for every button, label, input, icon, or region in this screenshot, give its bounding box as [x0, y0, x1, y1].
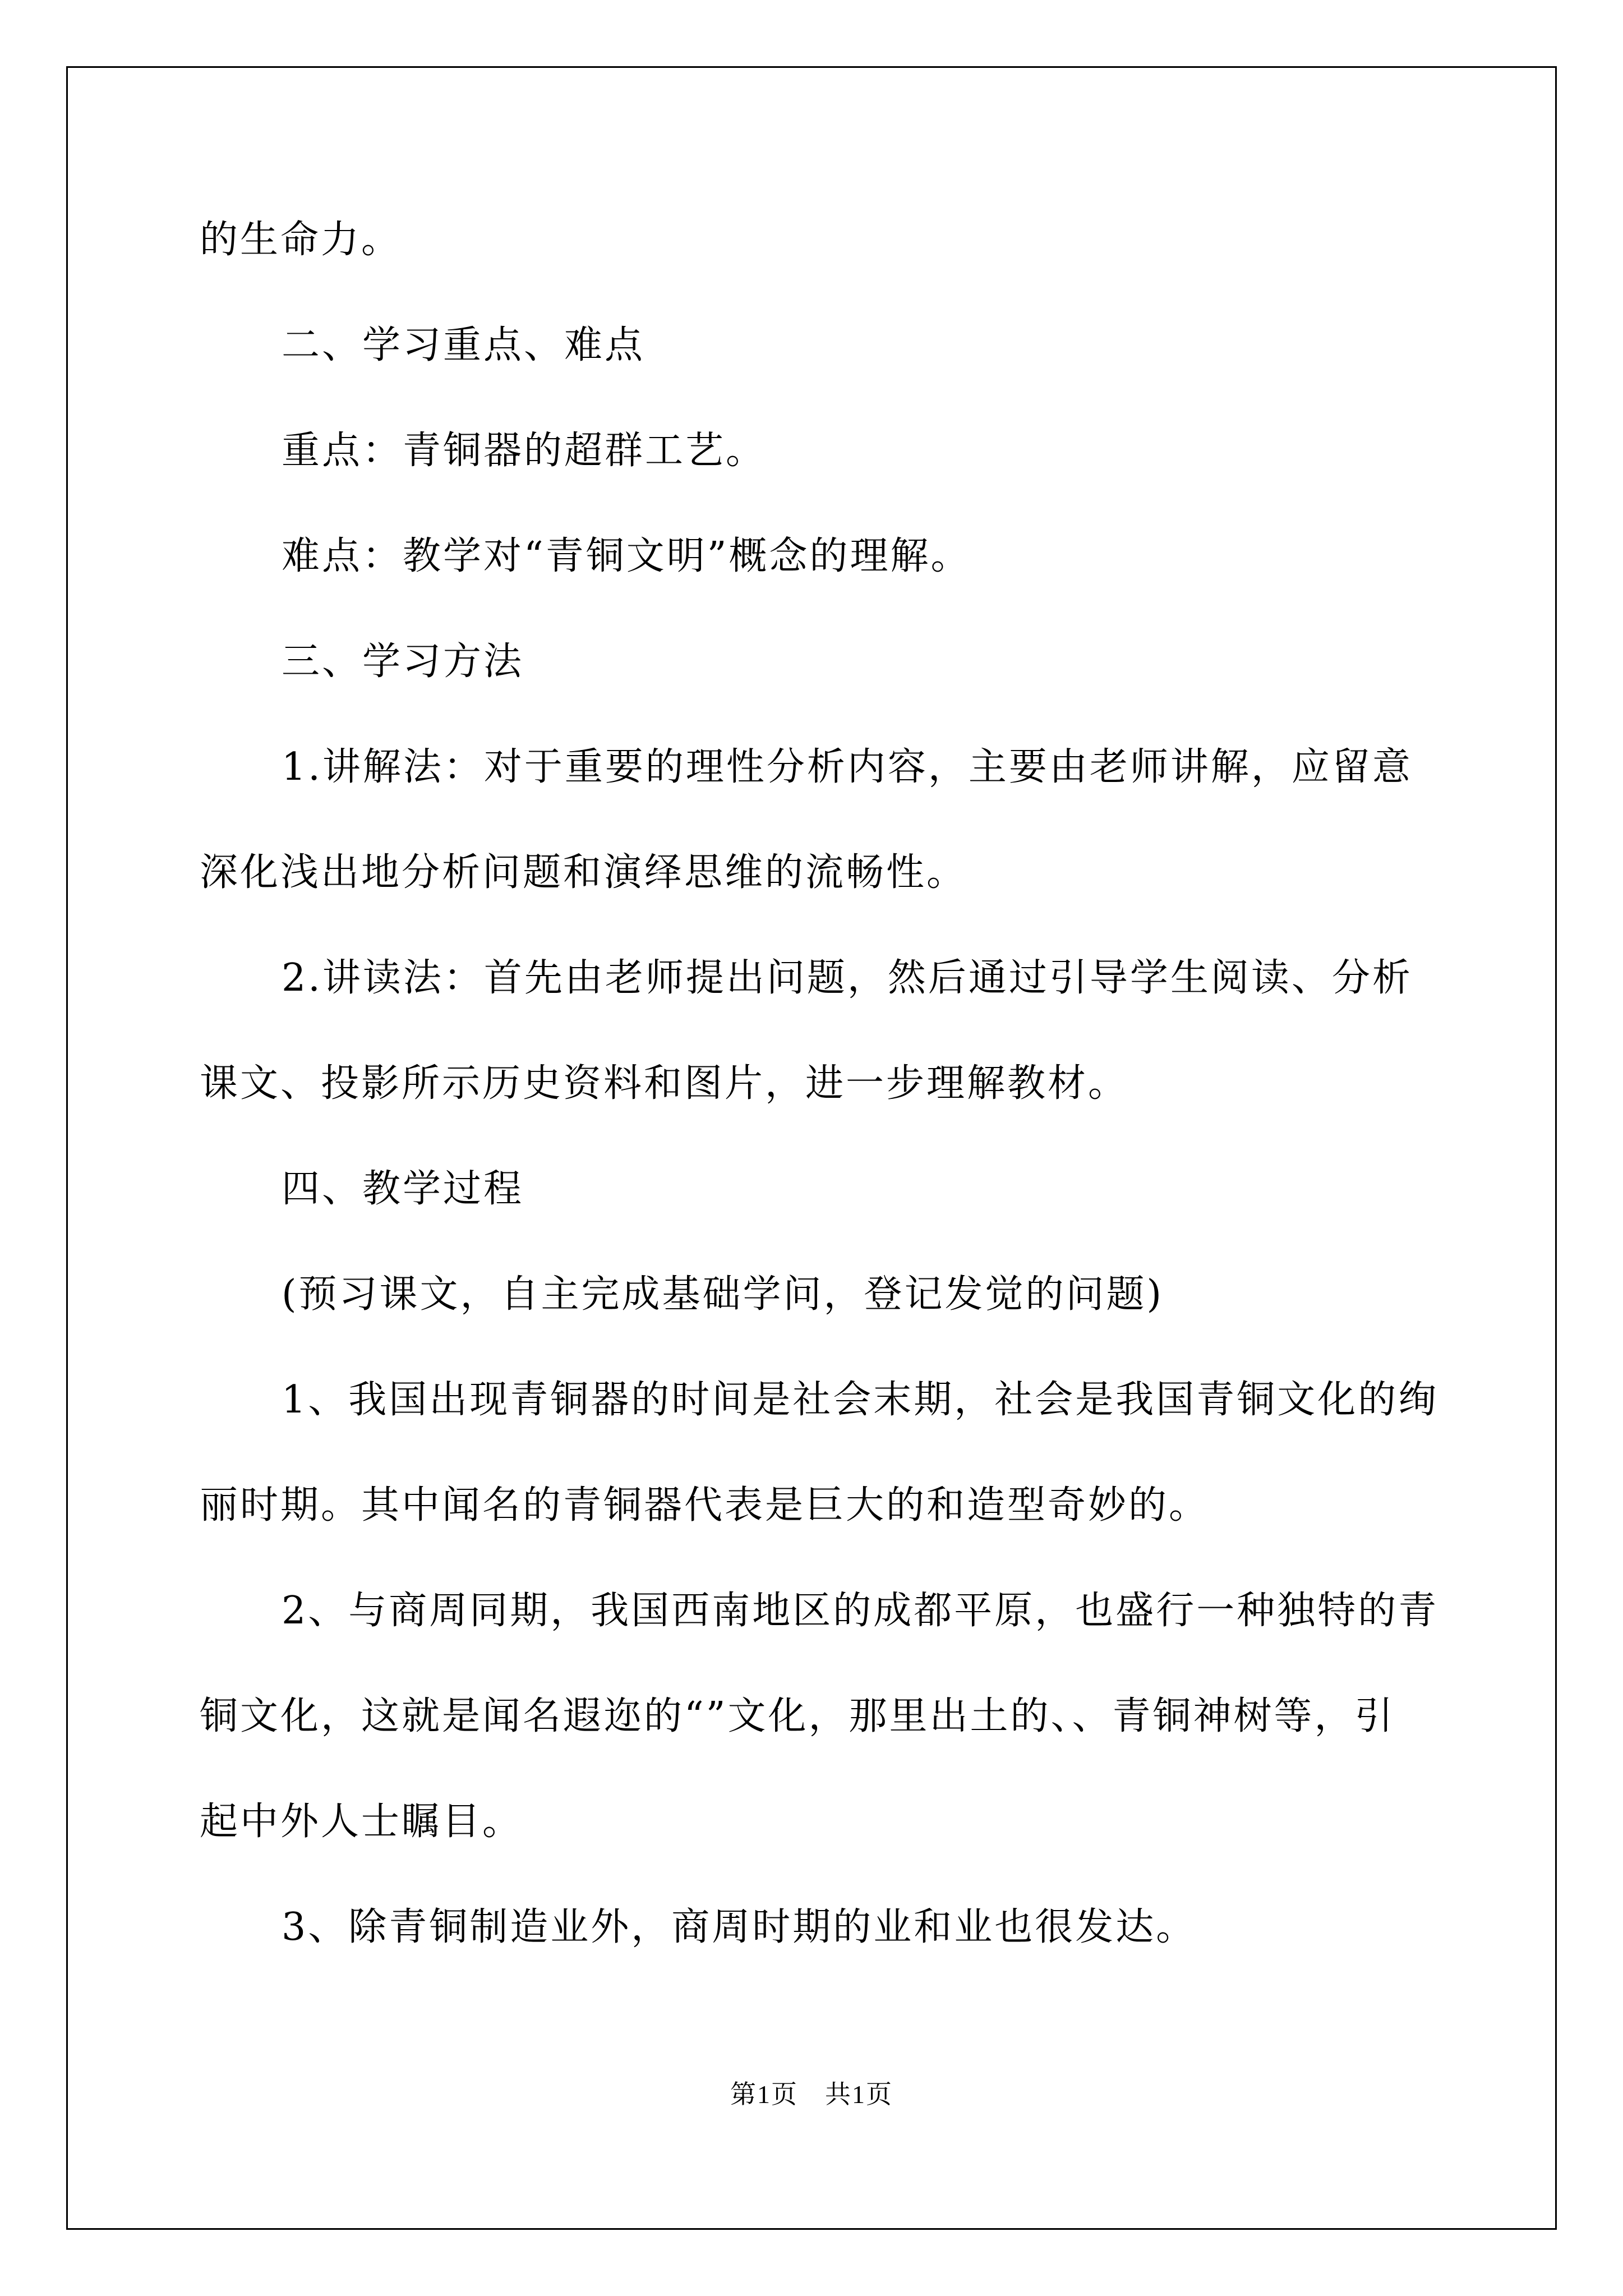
- question-1-cont: 丽时期。其中闻名的青铜器代表是巨大的和造型奇妙的。: [200, 1483, 1210, 1527]
- paragraph-preview-note: (预习课文，自主完成基础学问，登记发觉的问题): [282, 1272, 1164, 1317]
- question-2: 2、与商周同期，我国西南地区的成都平原，也盛行一种独特的青: [282, 1589, 1439, 1633]
- heading-learning-methods: 三、学习方法: [282, 639, 524, 684]
- paragraph-reading-method-cont: 课文、投影所示历史资料和图片，进一步理解教材。: [200, 1061, 1129, 1106]
- paragraph-lecture-method: 1.讲解法：对于重要的理性分析内容，主要由老师讲解，应留意: [282, 745, 1413, 789]
- question-1: 1、我国出现青铜器的时间是社会末期，社会是我国青铜文化的绚: [282, 1378, 1439, 1422]
- heading-teaching-process: 四、教学过程: [282, 1167, 524, 1211]
- question-2-cont: 铜文化，这就是闻名遐迩的“”文化，那里出土的、、青铜神树等，引: [200, 1694, 1395, 1738]
- document-body: [200, 213, 1439, 1954]
- paragraph-intro-end: 的生命力。: [200, 218, 402, 262]
- page-number-footer: 第1页 共1页: [730, 2080, 893, 2109]
- paragraph-key-point: 重点：青铜器的超群工艺。: [282, 429, 767, 473]
- heading-learning-focus: 二、学习重点、难点: [282, 323, 645, 367]
- question-3: 3、除青铜制造业外，商周时期的业和业也很发达。: [282, 1905, 1197, 1949]
- paragraph-difficult-point: 难点：教学对“青铜文明”概念的理解。: [282, 534, 971, 578]
- paragraph-reading-method: 2.讲读法：首先由老师提出问题，然后通过引导学生阅读、分析: [282, 956, 1413, 1000]
- question-2-end: 起中外人士瞩目。: [200, 1800, 523, 1844]
- paragraph-lecture-method-cont: 深化浅出地分析问题和演绎思维的流畅性。: [200, 850, 967, 895]
